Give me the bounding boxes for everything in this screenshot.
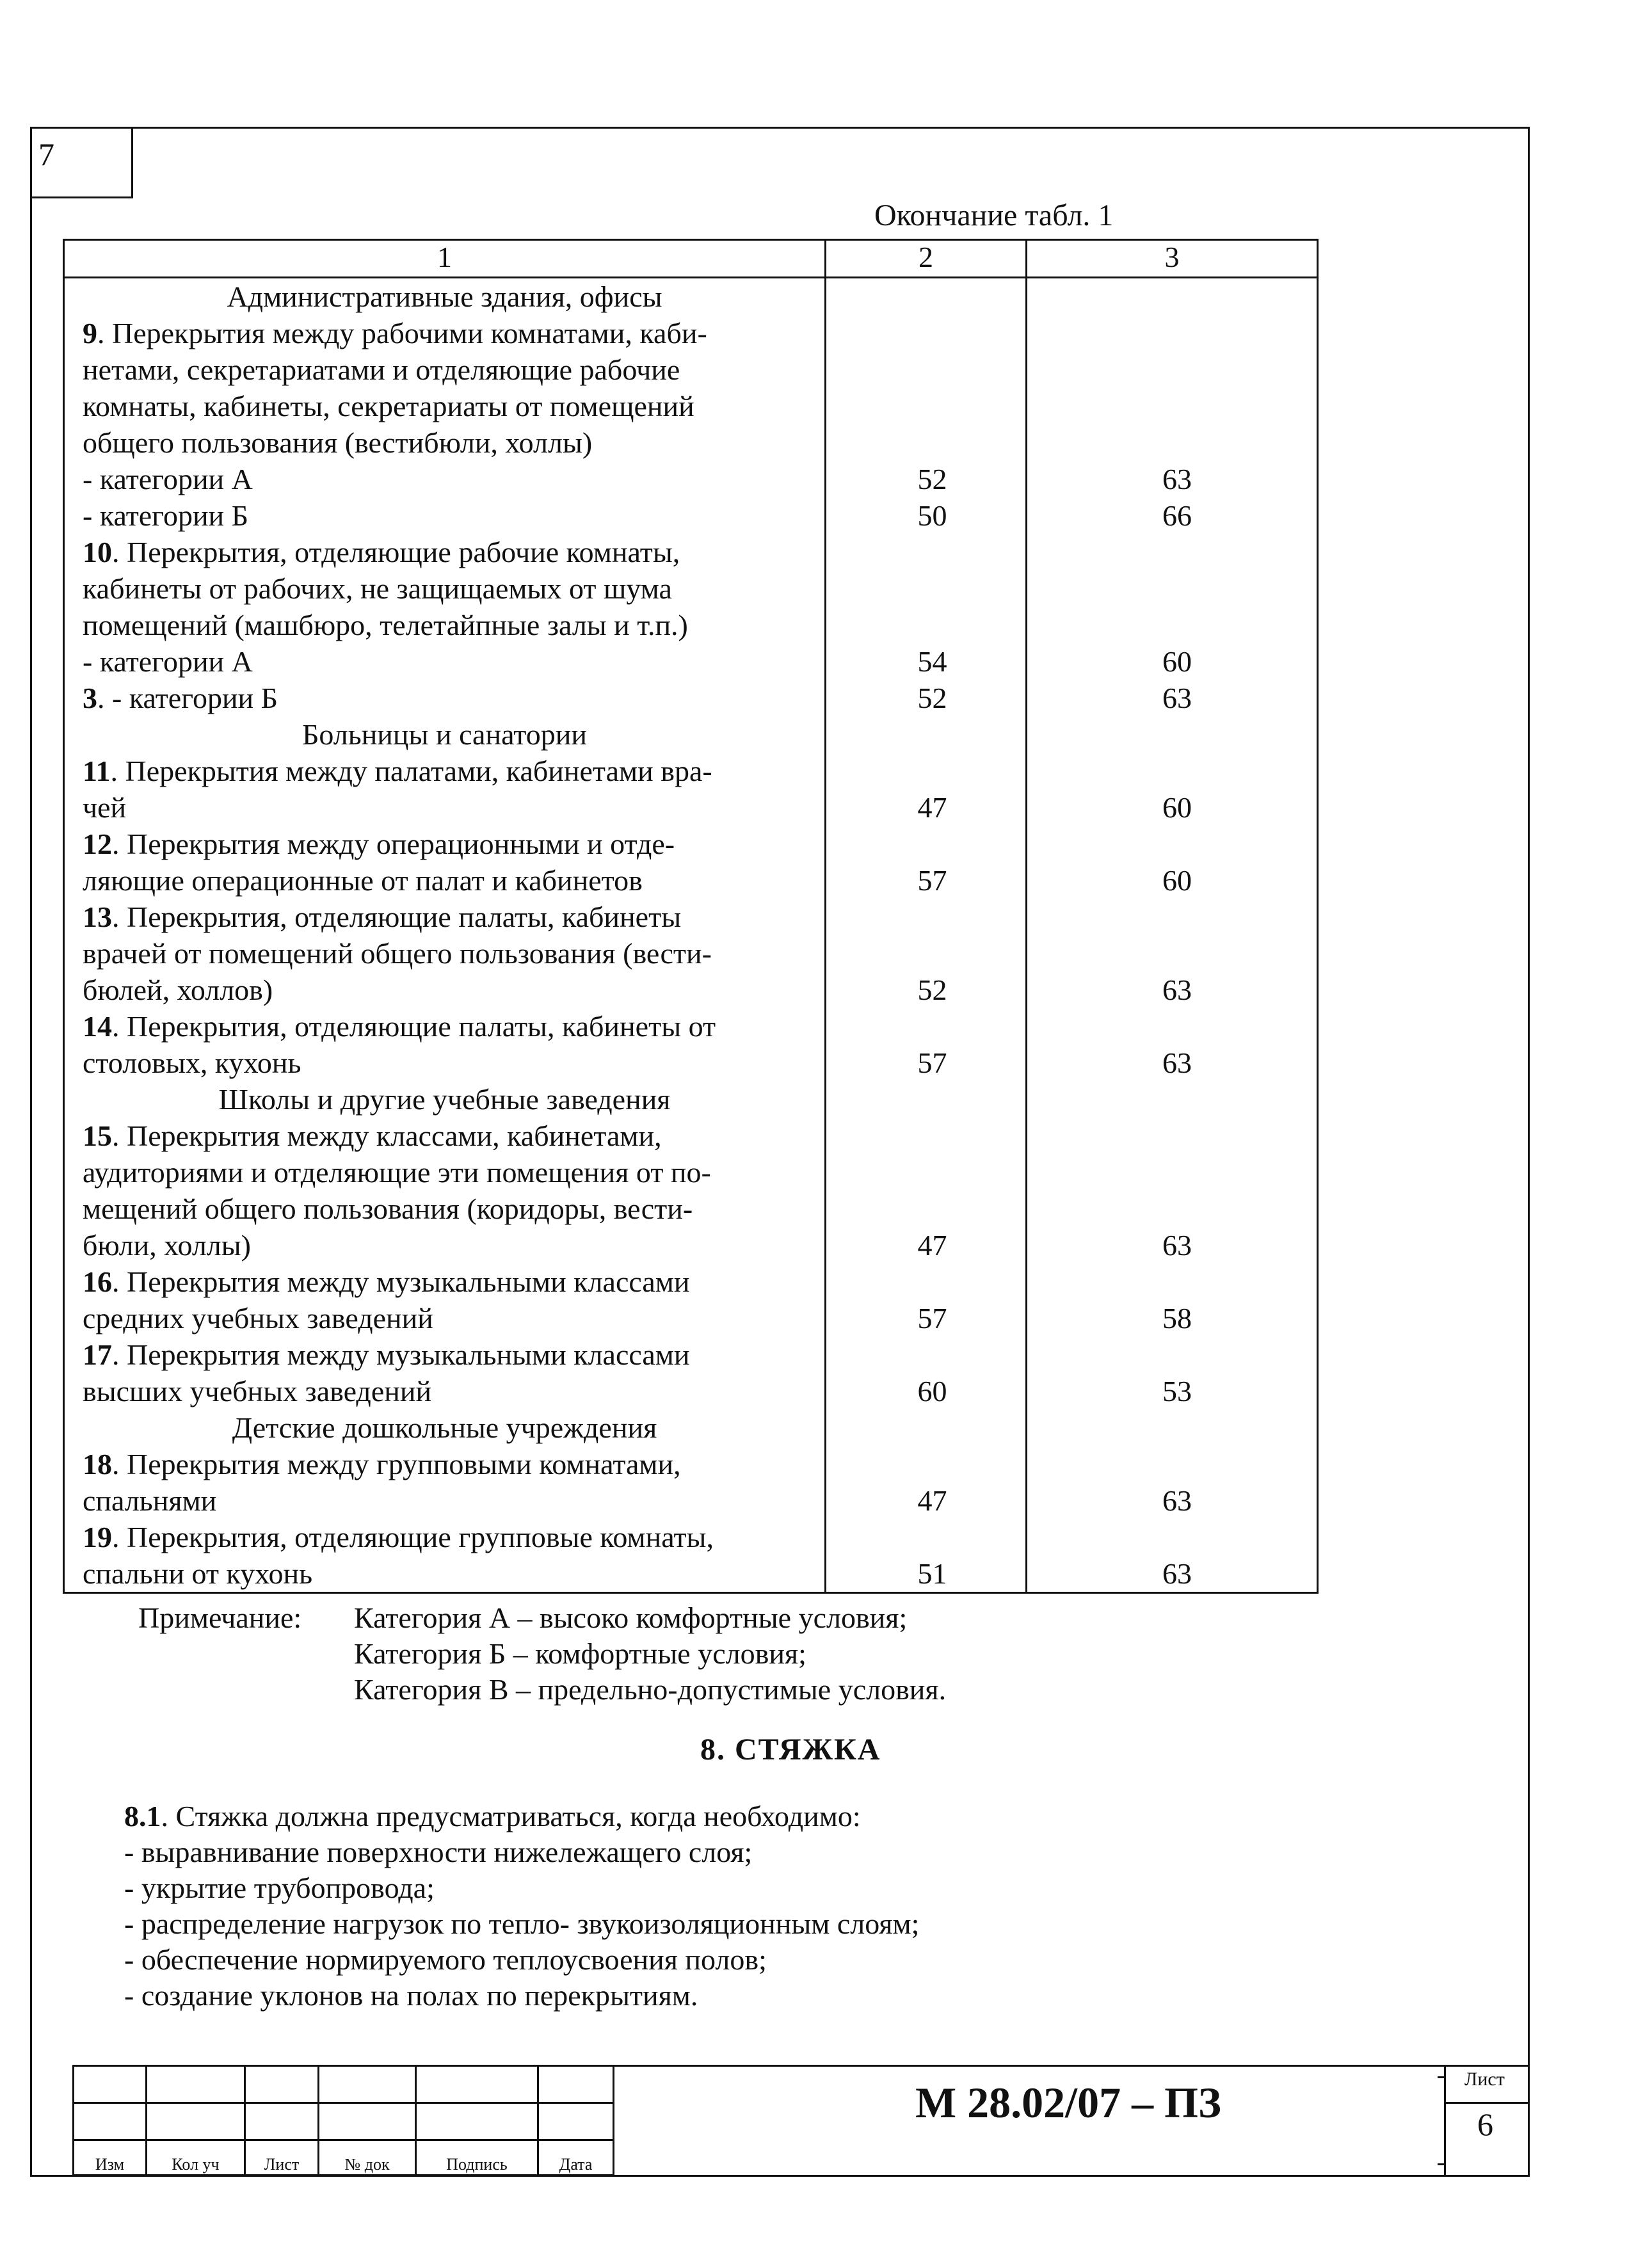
- item-text: . Перекрытия, отделяющие групповые комнаты,: [112, 1521, 714, 1553]
- value-cell-col3: [1027, 753, 1317, 789]
- value-cell-col3: [1027, 278, 1317, 315]
- value-cell-col3: [1027, 570, 1317, 607]
- row-description-line: [65, 315, 824, 351]
- list-item: - обеспечение нормируемого теплоусвоения полов;: [124, 1943, 767, 1976]
- row-description-line: [65, 534, 824, 570]
- row-description-line: [65, 1118, 824, 1154]
- value-cell-col3: [1027, 351, 1317, 388]
- clause-number: 8.1: [124, 1800, 161, 1832]
- item-text: . - категории Б: [97, 682, 278, 714]
- value-cell-col2: [826, 753, 1025, 789]
- value-cell-col2: [826, 278, 1025, 315]
- item-number: 13: [83, 901, 112, 933]
- row-description-line: средних учебных заведений: [83, 1302, 433, 1334]
- row-description-line: [65, 899, 824, 935]
- value-cell-col2: 47: [917, 791, 947, 824]
- header-col-3: 3: [1027, 240, 1318, 278]
- value-cell-col2: [826, 899, 1025, 935]
- tick-mark: [1438, 2076, 1444, 2078]
- value-cell-col2: 54: [917, 645, 947, 678]
- value-cell-col2: 57: [917, 864, 947, 897]
- value-cell-col2: [826, 826, 1025, 862]
- value-cell-col2: 50: [917, 499, 947, 532]
- value-cell-col2: [826, 1081, 1025, 1118]
- list-item: - укрытие трубопровода;: [124, 1871, 435, 1904]
- item-text: . Перекрытия между классами, кабинетами,: [112, 1119, 662, 1152]
- row-description-line: - категории А: [83, 463, 253, 495]
- value-cell-col2: [826, 351, 1025, 388]
- row-description-line: столовых, кухонь: [83, 1046, 301, 1079]
- row-description-line: аудиториями и отделяющие эти помещения от по-: [83, 1156, 711, 1189]
- value-cell-col3: [1027, 1008, 1317, 1045]
- value-cell-col3: 63: [1162, 463, 1192, 495]
- value-cell-col2: 47: [917, 1484, 947, 1517]
- value-cell-col2: [826, 716, 1025, 753]
- item-number: 10: [83, 536, 112, 568]
- sheet-label: Лист: [1464, 2069, 1505, 2090]
- section-row-heading: Детские дошкольные учреждения: [232, 1411, 657, 1444]
- row-description-line: - категории А: [83, 645, 253, 678]
- value-cell-col2: [826, 424, 1025, 461]
- value-cell-col3: [1027, 716, 1317, 753]
- value-cell-col3: [1027, 1154, 1317, 1190]
- item-text: . Перекрытия, отделяющие палаты, кабинеты: [112, 901, 682, 933]
- item-number: 18: [83, 1448, 112, 1480]
- stamp-col-date: Дата: [538, 2140, 614, 2176]
- row-description-line: [65, 1519, 824, 1555]
- value-cell-col3: [1027, 315, 1317, 351]
- row-description-line: кабинеты от рабочих, не защищаемых от шума: [83, 572, 672, 605]
- col-value-2: [826, 278, 1027, 1593]
- value-cell-col2: [826, 1446, 1025, 1482]
- value-cell-col2: [826, 1519, 1025, 1555]
- row-description-line: бюлей, холлов): [83, 974, 273, 1006]
- value-cell-col3: 63: [1162, 1557, 1192, 1590]
- item-text: . Перекрытия между рабочими комнатами, каби-: [97, 317, 707, 349]
- stamp-col-kol-uch: Кол уч: [147, 2140, 245, 2176]
- value-cell-col3: [1027, 388, 1317, 424]
- row-description-line: врачей от помещений общего пользования (вести-: [83, 937, 712, 970]
- value-cell-col2: [826, 1263, 1025, 1300]
- stamp-col-doc: № док: [319, 2140, 416, 2176]
- value-cell-col3: [1027, 534, 1317, 570]
- value-cell-col2: 52: [917, 974, 947, 1006]
- value-cell-col3: 53: [1162, 1375, 1192, 1407]
- value-cell-col3: [1027, 1519, 1317, 1555]
- corner-number: 7: [38, 136, 54, 172]
- value-cell-col3: 60: [1162, 645, 1192, 678]
- value-cell-col3: [1027, 1081, 1317, 1118]
- value-cell-col3: 60: [1162, 791, 1192, 824]
- header-col-2: 2: [826, 240, 1027, 278]
- row-description-line: [65, 1446, 824, 1482]
- row-description-line: [65, 680, 824, 716]
- intro-text: . Стяжка должна предусматриваться, когда необходимо:: [161, 1800, 861, 1832]
- value-cell-col3: 63: [1162, 682, 1192, 714]
- value-cell-col3: [1027, 1263, 1317, 1300]
- row-description-line: чей: [83, 791, 127, 824]
- value-cell-col3: [1027, 607, 1317, 643]
- note-item: Категория Б – комфортные условия;: [354, 1637, 806, 1670]
- value-cell-col3: 60: [1162, 864, 1192, 897]
- document-number: М 28.02/07 – ПЗ: [915, 2078, 1221, 2127]
- item-number: 14: [83, 1010, 112, 1043]
- note-item: Категория А – высоко комфортные условия;: [354, 1601, 908, 1634]
- value-cell-col2: [826, 388, 1025, 424]
- value-cell-col2: 57: [917, 1302, 947, 1334]
- row-description-line: общего пользования (вестибюли, холлы): [83, 426, 593, 459]
- item-number: 17: [83, 1338, 112, 1371]
- row-description-line: ляющие операционные от палат и кабинетов: [83, 864, 643, 897]
- table-body-row: [64, 278, 1318, 1593]
- section-row-heading: Школы и другие учебные заведения: [218, 1083, 671, 1116]
- value-cell-col2: [826, 1154, 1025, 1190]
- row-description-line: - категории Б: [83, 499, 249, 532]
- item-number: 12: [83, 828, 112, 860]
- table: [63, 239, 1319, 1594]
- list-item: - выравнивание поверхности нижележащего слоя;: [124, 1836, 753, 1868]
- section-row-heading: Административные здания, офисы: [227, 280, 662, 313]
- value-cell-col2: [826, 1008, 1025, 1045]
- value-cell-col2: 60: [917, 1375, 947, 1407]
- value-cell-col3: [1027, 1409, 1317, 1446]
- value-cell-col3: 63: [1162, 1484, 1192, 1517]
- list-item: - создание уклонов на полах по перекрытиям.: [124, 1979, 698, 2012]
- value-cell-col3: [1027, 1336, 1317, 1373]
- table-header-row: [64, 240, 1318, 278]
- value-cell-col3: [1027, 935, 1317, 972]
- item-text: . Перекрытия, отделяющие палаты, кабинеты от: [112, 1010, 716, 1043]
- item-number: 15: [83, 1119, 112, 1152]
- row-description-line: [65, 826, 824, 862]
- value-cell-col3: [1027, 1190, 1317, 1227]
- row-description-line: [65, 753, 824, 789]
- stamp-col-signature: Подпись: [416, 2140, 538, 2176]
- value-cell-col2: 52: [917, 463, 947, 495]
- row-description-line: мещений общего пользования (коридоры, вести-: [83, 1192, 693, 1225]
- sheet-number: 6: [1477, 2106, 1493, 2142]
- row-description-line: комнаты, кабинеты, секретариаты от помещений: [83, 390, 694, 422]
- value-cell-col2: 47: [917, 1229, 947, 1262]
- value-cell-col2: 52: [917, 682, 947, 714]
- item-text: . Перекрытия между операционными и отде-: [112, 828, 675, 860]
- value-cell-col3: 63: [1162, 1229, 1192, 1262]
- tick-mark: [1438, 2163, 1444, 2165]
- col-description: [64, 278, 826, 1593]
- item-number: 11: [83, 755, 111, 787]
- value-cell-col2: [826, 1118, 1025, 1154]
- note-label: Примечание:: [138, 1601, 302, 1634]
- item-number: 16: [83, 1265, 112, 1298]
- item-text: . Перекрытия, отделяющие рабочие комнаты,: [112, 536, 680, 568]
- value-cell-col3: [1027, 826, 1317, 862]
- section-body: [124, 1799, 919, 2014]
- table-caption: Окончание табл. 1: [874, 198, 1114, 232]
- item-text: . Перекрытия между групповыми комнатами,: [112, 1448, 681, 1480]
- item-number: 19: [83, 1521, 112, 1553]
- value-cell-col2: [826, 315, 1025, 351]
- item-text: . Перекрытия между палатами, кабинетами вра-: [110, 755, 712, 787]
- value-cell-col3: [1027, 1118, 1317, 1154]
- section-heading: 8. СТЯЖКА: [700, 1733, 881, 1767]
- header-col-1: 1: [64, 240, 826, 278]
- value-cell-col2: [826, 1336, 1025, 1373]
- row-description-line: [65, 1263, 824, 1300]
- value-cell-col3: 58: [1162, 1302, 1192, 1334]
- section-row-heading: Больницы и санатории: [301, 718, 588, 751]
- value-cell-col2: [826, 534, 1025, 570]
- row-description-line: бюли, холлы): [83, 1229, 251, 1262]
- value-cell-col3: 63: [1162, 1046, 1192, 1079]
- row-description-line: высших учебных заведений: [83, 1375, 432, 1407]
- item-text: . Перекрытия между музыкальными классами: [112, 1265, 690, 1298]
- value-cell-col2: [826, 570, 1025, 607]
- value-cell-col2: [826, 935, 1025, 972]
- value-cell-col3: [1027, 899, 1317, 935]
- value-cell-col2: [826, 1409, 1025, 1446]
- stamp-col-izm: Изм: [74, 2140, 147, 2176]
- value-cell-col2: 51: [917, 1557, 947, 1590]
- value-cell-col3: 66: [1162, 499, 1192, 532]
- row-description-line: помещений (машбюро, телетайпные залы и т.п.): [83, 609, 688, 641]
- row-description-line: нетами, секретариатами и отделяющие рабочие: [83, 353, 680, 386]
- row-description-line: [65, 1008, 824, 1045]
- item-number: 3: [83, 682, 97, 714]
- row-description-line: [65, 1336, 824, 1373]
- value-cell-col2: [826, 607, 1025, 643]
- row-description-line: спальнями: [83, 1484, 217, 1517]
- value-cell-col3: [1027, 1446, 1317, 1482]
- table-note: [138, 1600, 946, 1708]
- intro-line: [124, 1799, 919, 1834]
- col-value-3: [1027, 278, 1318, 1593]
- note-item: Категория В – предельно-допустимые условия.: [354, 1673, 947, 1706]
- value-cell-col2: [826, 1190, 1025, 1227]
- revision-table: [72, 2065, 614, 2176]
- value-cell-col2: 57: [917, 1046, 947, 1079]
- row-description-line: спальни от кухонь: [83, 1557, 313, 1590]
- value-cell-col3: [1027, 424, 1317, 461]
- list-item: - распределение нагрузок по тепло- звукоизоляционным слоям;: [124, 1907, 920, 1940]
- value-cell-col3: 63: [1162, 974, 1192, 1006]
- item-number: 9: [83, 317, 97, 349]
- stamp-col-list: Лист: [245, 2140, 319, 2176]
- item-text: . Перекрытия между музыкальными классами: [112, 1338, 690, 1371]
